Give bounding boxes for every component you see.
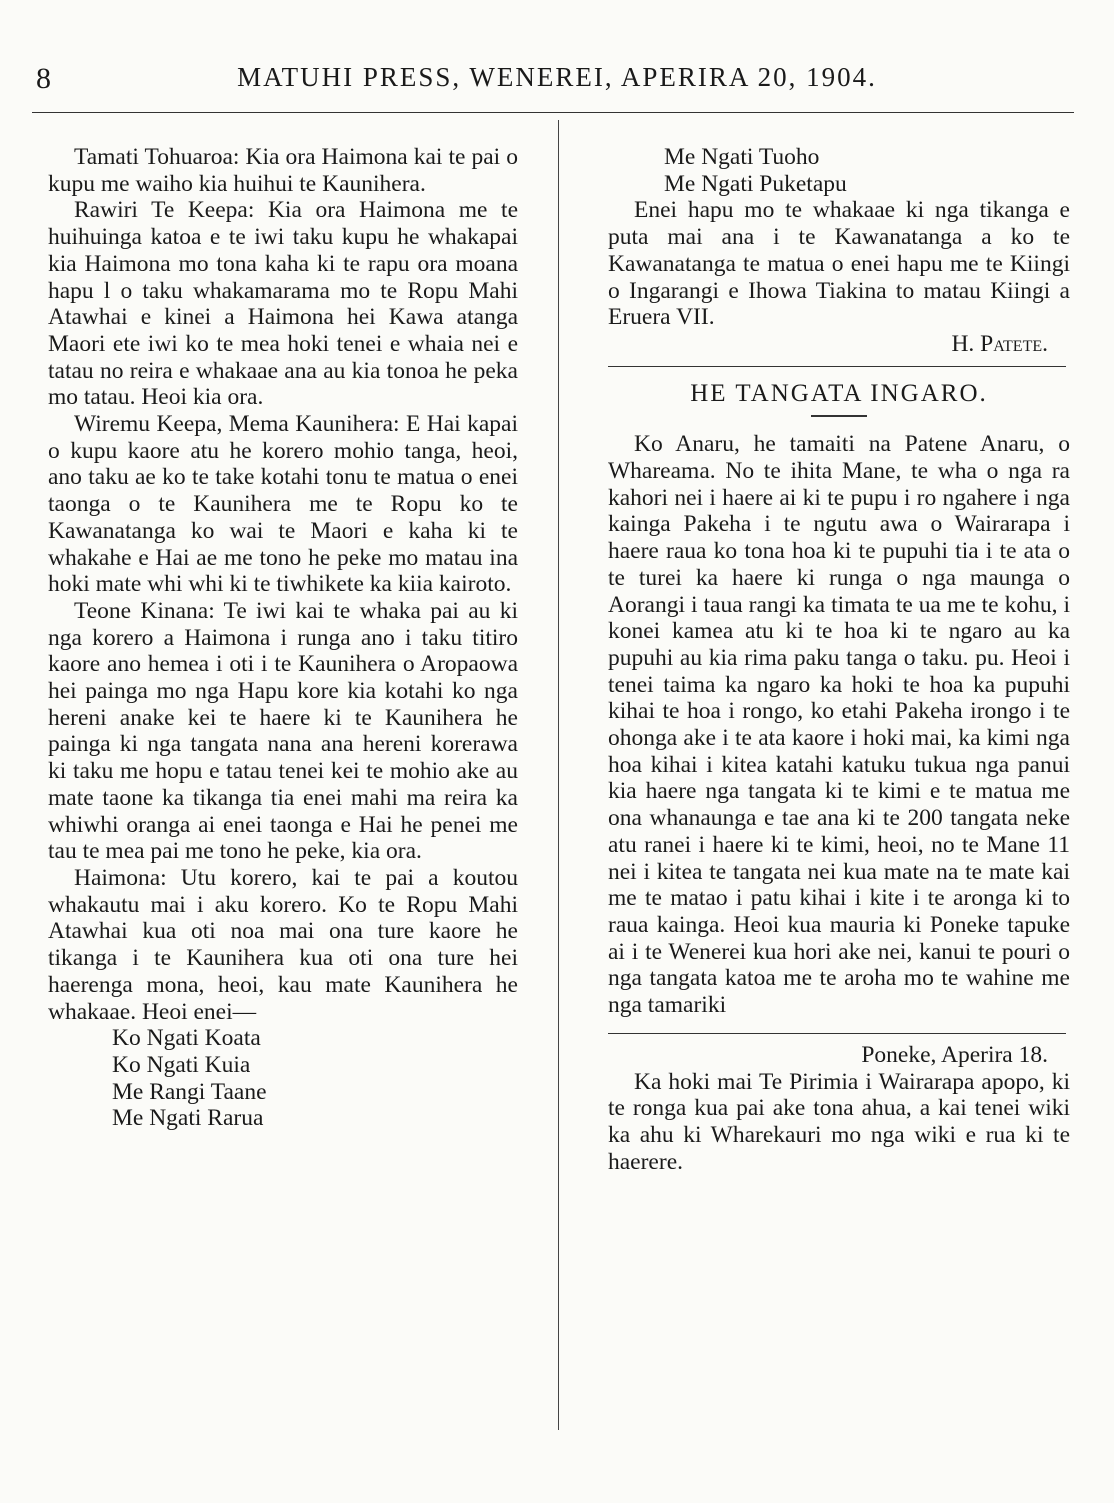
column-divider: [558, 120, 559, 1430]
speech-paragraph: Wiremu Keepa, Mema Kaunihera: E Hai kapai o kupu kaore atu he korero mohio tanga, heoi, ano taku ae ko te take kotahi tonu te matua o enei taonga o te Kaunihera me te Ropu ko te Kawanatanga ko wai te Maori e kaha ki te whakahe e Hai ae me tono he peke mo matau ina hoki mate whi whi ki te tiwhikete ka kiia kairoto.: [48, 411, 518, 598]
masthead-title: MATUHI PRESS, WENEREI, APERIRA 20, 1904.: [237, 62, 877, 92]
hapu-list-item: Me Ngati Rarua: [112, 1105, 264, 1132]
hapu-list-item: Me Ngati Puketapu: [664, 170, 847, 197]
hapu-list-continued: [608, 144, 1070, 197]
article-body: Ko Anaru, he tamaiti na Patene Anaru, o Whareama. No te ihita Mane, te wha o nga ra kahori nei i haere ai ki te pupu i ro ngahere i nga kainga Pakeha i te ngutu awa o Wairarapa i haere raua ko tona hoa ki te pupuhi tia i te ata o te turei ka haere ki runga o nga maunga o Aorangi i taua rangi ka timata te ua me te kohu, i konei kamea atu ki te hoa ki te ngaro au ka pupuhi au kia rima paku tanga o taku. pu. Heoi i tenei taima ka ngaro ka hoki te hoa ka pupuhi kihai te hoa i rongo, ko etahi Pakeha irongo i te ohonga ake i te ata kaore i hoki mai, ka kimi nga hoa kihai i kitea katahi katuku tukua nga panui kia haere nga tangata ki te kimi e te matua me ona whanaunga e tae ana ki te 200 tangata neke atu ranei i haere ki te kimi, heoi, no te Mane 11 nei i kitea te tangata nei kua mate na te mate kai me te matao i patu kihai i kite i te aronga ki to raua kainga. Heoi kua mauria ki Poneke tapuke ai i te Wenerei kua hori ake nei, kanui te pouri o nga tangata katoa me te aroha mo te wahine me nga tamariki: [608, 431, 1070, 1019]
page-header: [0, 0, 1114, 110]
hapu-list-item: Me Ngati Tuoho: [664, 144, 820, 170]
header-rule: [32, 112, 1074, 113]
speech-paragraph: Teone Kinana: Te iwi kai te whaka pai au ki nga korero a Haimona i runga ano i taku titiro kaore ano hemea i oti i te Kaunihera o Aropaowa hei painga mo nga Hapu kore kia kotahi ko nga hereni anake kei te haere ki te Kaunihera he painga ki nga tangata nana ana hereni korerawa ki taku me hopu e tatau tenei kei te mohio ake au mate taone ka tikanga tia enei mahi ma reira ka whiwhi oranga ai enei taonga e Hai he penei me tau te mea pai me tono he peke, kia ora.: [48, 597, 518, 865]
article-separator: [608, 366, 1066, 367]
signature: H. Patete.: [951, 330, 1048, 357]
left-column: [48, 144, 518, 1132]
article-separator: [608, 1033, 1066, 1034]
closing-paragraph: Enei hapu mo te whakaae ki nga tikanga e puta mai ana i te Kawanatanga a ko te Kawanatanga te matua o enei hapu me te Kiingi o Ingarangi e Ihowa Tiakina to matau Kiingi a Eruera VII.: [608, 197, 1070, 331]
speech-paragraph: Tamati Tohuaroa: Kia ora Haimona kai te pai o kupu me waiho kia huihui te Kaunihera.: [48, 144, 518, 197]
news-paragraph: Ka hoki mai Te Pirimia i Wairarapa apopo, ki te ronga kua pai ake tona ahua, a kai tenei wiki ka ahu ki Wharekauri mo nga wiki e rua ki te haerere.: [608, 1068, 1070, 1175]
page-number: 8: [36, 62, 51, 95]
speech-paragraph: Rawiri Te Keepa: Kia ora Haimona me te huihuinga katoa e te iwi taku kupu he whakapai kia Haimona mo tona kaha ki te rapu ora moana hapu l o taku whakamarama mo te Ropu Mahi Atawhai e kinei a Haimona hei Kawa atanga Maori ete iwi ko te mea hoki tenei e whaia nei e tatau no reira e whakaae ana au kia tonoa he peka mo tatau. Heoi kia ora.: [48, 197, 518, 411]
hapu-list-item: Ko Ngati Koata: [112, 1025, 261, 1052]
speech-paragraph: Haimona: Utu korero, kai te pai a koutou whakautu mai i aku korero. Ko te Ropu Mahi Atawhai kua oti noa mai ona ture kaore he tikanga i te Kaunihera kua oti ona ture hei haerenga mona, heoi, kau mate Kaunihera he whakaae. Heoi enei—: [48, 864, 518, 1025]
hapu-list-item: Ko Ngati Kuia: [112, 1051, 251, 1078]
dateline: Poneke, Aperira 18.: [861, 1041, 1048, 1068]
hapu-list-item: Me Rangi Taane: [112, 1078, 267, 1105]
hapu-list: [48, 1025, 518, 1132]
title-rule: [811, 415, 867, 417]
article-title: HE TANGATA INGARO.: [690, 379, 988, 407]
right-column: [608, 144, 1070, 1175]
